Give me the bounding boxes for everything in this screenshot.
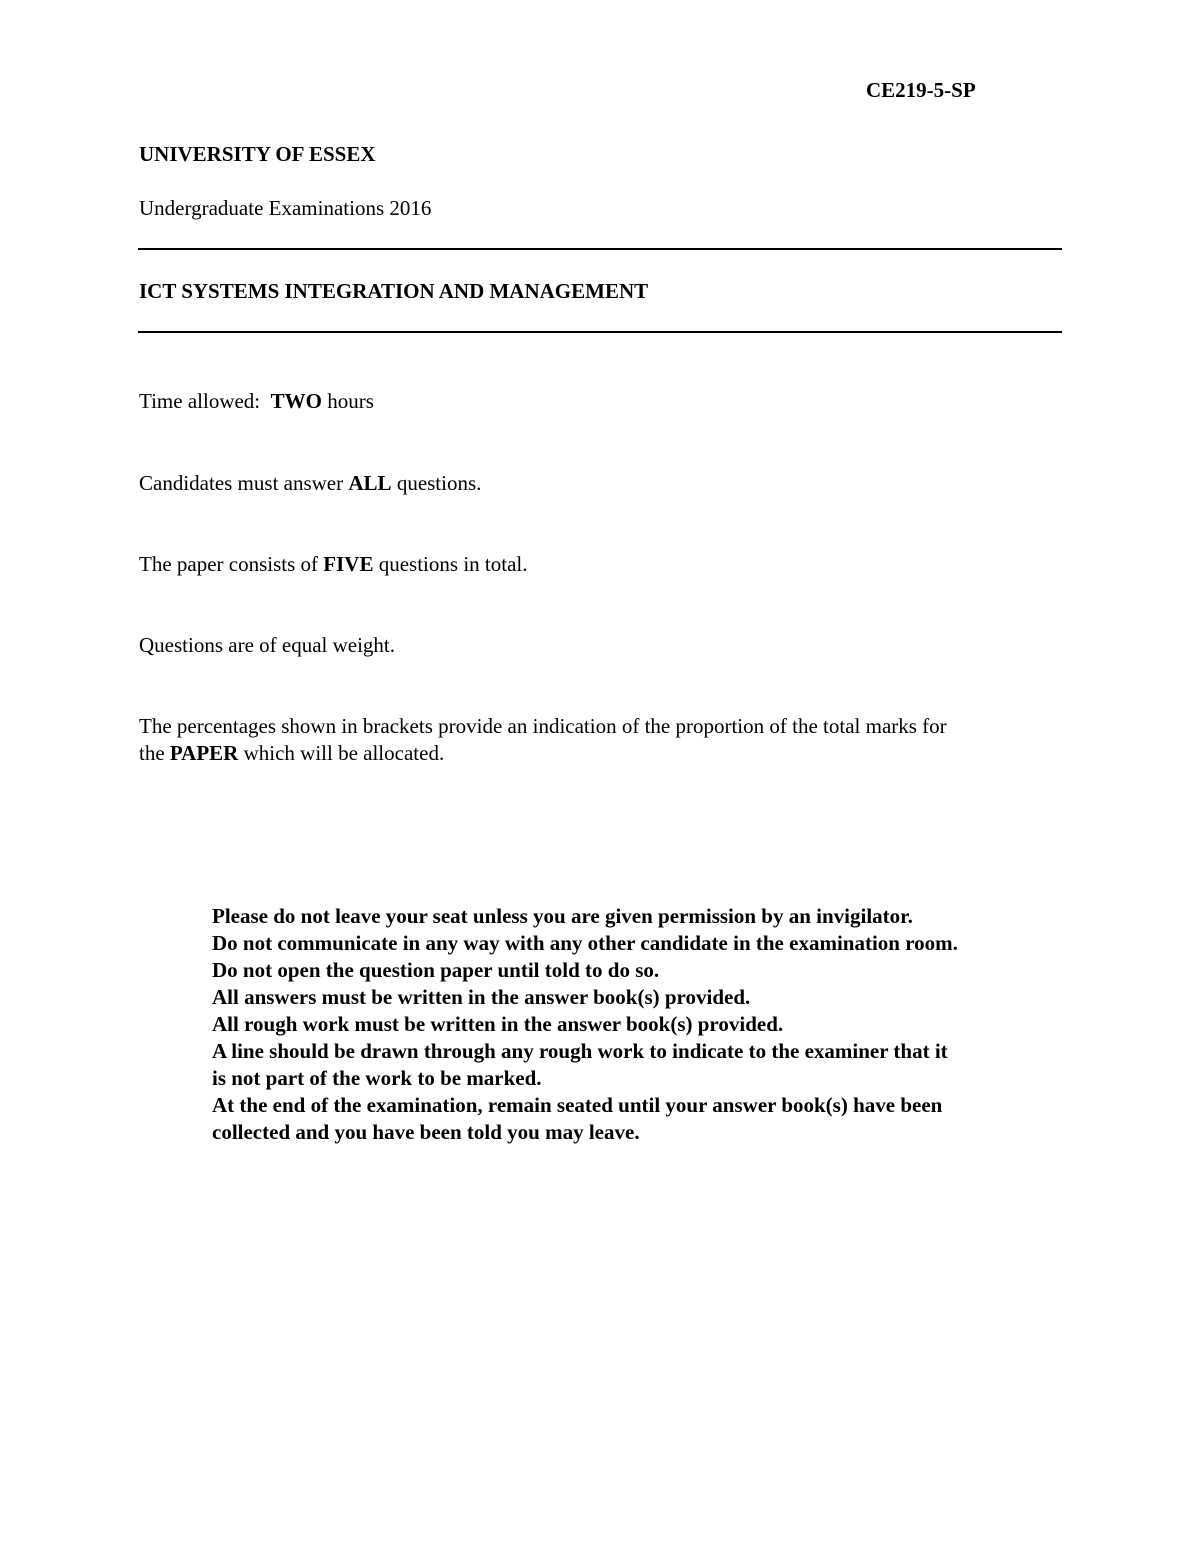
paper-code: CE219-5-SP bbox=[866, 78, 976, 102]
percentages-note-line2 bbox=[139, 740, 1069, 767]
exam-rule: Do not open the question paper until told to do so. bbox=[212, 958, 660, 982]
answer-instruction-emphasis: ALL bbox=[348, 471, 392, 495]
bottom-divider bbox=[138, 331, 1062, 333]
time-allowed-suffix: hours bbox=[321, 389, 374, 413]
exam-rule: At the end of the examination, remain seated until your answer book(s) have been bbox=[212, 1093, 943, 1117]
question-weight: Questions are of equal weight. bbox=[139, 633, 396, 657]
paper-consists bbox=[139, 551, 527, 578]
paper-consists-suffix: questions in total. bbox=[373, 552, 528, 576]
paper-consists-count: FIVE bbox=[323, 552, 374, 576]
exam-rule: Please do not leave your seat unless you are given permission by an invigilator. bbox=[212, 904, 913, 928]
time-allowed-duration: TWO bbox=[270, 389, 322, 413]
exam-rule: Do not communicate in any way with any other candidate in the examination room. bbox=[212, 931, 958, 955]
exam-rule: All answers must be written in the answer book(s) provided. bbox=[212, 985, 751, 1009]
answer-instruction-prefix: Candidates must answer bbox=[139, 471, 349, 495]
course-title: ICT SYSTEMS INTEGRATION AND MANAGEMENT bbox=[139, 279, 649, 303]
exam-session: Undergraduate Examinations 2016 bbox=[139, 196, 432, 220]
exam-rule: All rough work must be written in the answer book(s) provided. bbox=[212, 1012, 784, 1036]
institution-name: UNIVERSITY OF ESSEX bbox=[139, 142, 376, 166]
percentages-note-emphasis: PAPER bbox=[169, 741, 239, 765]
top-divider bbox=[138, 248, 1062, 250]
percentages-note bbox=[139, 713, 1069, 767]
exam-rule: collected and you have been told you may leave. bbox=[212, 1120, 640, 1144]
answer-instruction-suffix: questions. bbox=[391, 471, 482, 495]
exam-rule: A line should be drawn through any rough work to indicate to the examiner that it bbox=[212, 1039, 948, 1063]
time-allowed-prefix: Time allowed: bbox=[139, 389, 271, 413]
paper-consists-prefix: The paper consists of bbox=[139, 552, 324, 576]
percentages-note-line1: The percentages shown in brackets provide an indication of the proportion of the total marks for bbox=[139, 714, 947, 738]
percentages-note-line2-prefix: the bbox=[139, 741, 170, 765]
exam-rules bbox=[212, 903, 1062, 1146]
answer-instruction bbox=[139, 470, 481, 497]
percentages-note-line2-suffix: which will be allocated. bbox=[238, 741, 445, 765]
time-allowed bbox=[139, 388, 374, 415]
exam-rule: is not part of the work to be marked. bbox=[212, 1066, 542, 1090]
